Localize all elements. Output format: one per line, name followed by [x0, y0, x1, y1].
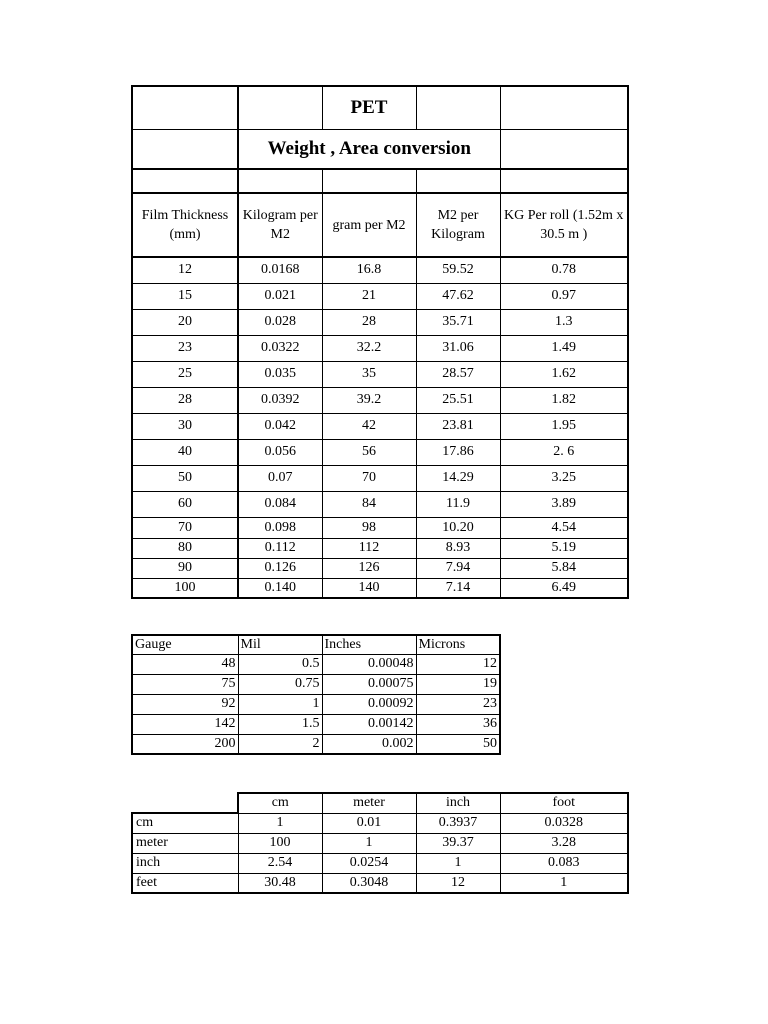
table-cell: 75	[132, 674, 238, 694]
table-cell: 12	[132, 257, 238, 283]
table-row	[132, 439, 628, 465]
table-cell: 92	[132, 694, 238, 714]
table-cell: 0.126	[238, 558, 322, 578]
table-cell: 0.021	[238, 283, 322, 309]
table-cell: 35	[322, 361, 416, 387]
table-cell: 1.3	[500, 309, 628, 335]
table-cell: 90	[132, 558, 238, 578]
table-cell: 3.28	[500, 833, 628, 853]
table-cell: 0.0392	[238, 387, 322, 413]
column-header: Mil	[238, 635, 322, 654]
table-cell: 0.00075	[322, 674, 416, 694]
table-cell: 17.86	[416, 439, 500, 465]
table-cell: 0.3937	[416, 813, 500, 833]
title-row	[132, 86, 628, 129]
table-cell: 12	[416, 873, 500, 893]
table-row	[132, 714, 500, 734]
table-cell: 50	[416, 734, 500, 754]
table-row	[132, 578, 628, 598]
table-cell: 126	[322, 558, 416, 578]
table-cell: 1.49	[500, 335, 628, 361]
table-row	[132, 833, 628, 853]
column-header: inch	[416, 793, 500, 813]
column-header: meter	[322, 793, 416, 813]
table-cell: 19	[416, 674, 500, 694]
table-cell: 1.5	[238, 714, 322, 734]
table-row	[132, 309, 628, 335]
table-cell: 1	[416, 853, 500, 873]
table-cell: 31.06	[416, 335, 500, 361]
table-row	[132, 387, 628, 413]
table-cell: 1	[238, 813, 322, 833]
table-cell: 0.5	[238, 654, 322, 674]
column-header: M2 per Kilogram	[416, 193, 500, 257]
column-header: Inches	[322, 635, 416, 654]
table-cell: 2. 6	[500, 439, 628, 465]
header-row	[132, 635, 500, 654]
table-cell: 1.95	[500, 413, 628, 439]
table-cell: 30.48	[238, 873, 322, 893]
table-cell: 0.0254	[322, 853, 416, 873]
table-cell: 2.54	[238, 853, 322, 873]
column-header: gram per M2	[322, 193, 416, 257]
table-cell: 25.51	[416, 387, 500, 413]
row-label: meter	[132, 833, 238, 853]
table-cell: 1	[500, 873, 628, 893]
table-cell: 47.62	[416, 283, 500, 309]
column-header: Microns	[416, 635, 500, 654]
table-cell: 0.0328	[500, 813, 628, 833]
table-cell: 0.07	[238, 465, 322, 491]
table-cell: 25	[132, 361, 238, 387]
table-cell: 7.14	[416, 578, 500, 598]
table-row	[132, 694, 500, 714]
row-label: cm	[132, 813, 238, 833]
row-label: inch	[132, 853, 238, 873]
table-cell: 0.002	[322, 734, 416, 754]
table-cell: 0.028	[238, 309, 322, 335]
table-cell: 11.9	[416, 491, 500, 517]
header-row	[132, 793, 628, 813]
table-cell: 56	[322, 439, 416, 465]
subtitle-row	[132, 129, 628, 169]
column-header: Kilogram per M2	[238, 193, 322, 257]
table-row	[132, 361, 628, 387]
table-cell: 3.25	[500, 465, 628, 491]
table-cell: 20	[132, 309, 238, 335]
table-row	[132, 674, 500, 694]
table-subtitle: Weight , Area conversion	[238, 129, 500, 169]
table-cell: 5.19	[500, 538, 628, 558]
table-cell: 1.82	[500, 387, 628, 413]
table-cell: 112	[322, 538, 416, 558]
table-cell: 70	[322, 465, 416, 491]
table-cell: 16.8	[322, 257, 416, 283]
spacer-row	[132, 169, 628, 193]
header-row	[132, 193, 628, 257]
column-header: Gauge	[132, 635, 238, 654]
table-cell: 28	[132, 387, 238, 413]
table-cell: 0.00048	[322, 654, 416, 674]
table-cell: 28	[322, 309, 416, 335]
table-cell: 36	[416, 714, 500, 734]
table-cell: 40	[132, 439, 238, 465]
table-cell: 0.00092	[322, 694, 416, 714]
table-cell: 100	[238, 833, 322, 853]
table-cell: 0.112	[238, 538, 322, 558]
table-cell: 0.140	[238, 578, 322, 598]
table-row	[132, 654, 500, 674]
table-cell: 0.035	[238, 361, 322, 387]
table-cell: 10.20	[416, 517, 500, 538]
column-header: cm	[238, 793, 322, 813]
table-cell: 70	[132, 517, 238, 538]
table-cell: 0.0322	[238, 335, 322, 361]
table-cell: 50	[132, 465, 238, 491]
gauge-table-body	[132, 654, 500, 754]
table-cell: 100	[132, 578, 238, 598]
table-cell: 23	[132, 335, 238, 361]
table-cell: 4.54	[500, 517, 628, 538]
table-cell: 142	[132, 714, 238, 734]
table-cell: 140	[322, 578, 416, 598]
table-cell: 35.71	[416, 309, 500, 335]
table-cell: 0.3048	[322, 873, 416, 893]
gauge-conversion-table	[131, 634, 501, 755]
table-row	[132, 335, 628, 361]
length-table-body	[132, 813, 628, 893]
column-header: KG Per roll (1.52m x 30.5 m )	[500, 193, 628, 257]
table-cell: 60	[132, 491, 238, 517]
table-row	[132, 558, 628, 578]
pet-conversion-table	[131, 85, 629, 599]
table-cell: 30	[132, 413, 238, 439]
table-cell: 59.52	[416, 257, 500, 283]
table-cell: 39.2	[322, 387, 416, 413]
table-cell: 12	[416, 654, 500, 674]
table-row	[132, 538, 628, 558]
table-cell: 5.84	[500, 558, 628, 578]
table-cell: 14.29	[416, 465, 500, 491]
table-title: PET	[322, 86, 416, 129]
table-cell: 23	[416, 694, 500, 714]
table-cell: 80	[132, 538, 238, 558]
table-cell: 1.62	[500, 361, 628, 387]
table-cell: 28.57	[416, 361, 500, 387]
table-cell: 0.042	[238, 413, 322, 439]
length-conversion-table	[131, 792, 629, 894]
table-cell: 0.01	[322, 813, 416, 833]
pet-table-body	[132, 257, 628, 598]
table-cell: 2	[238, 734, 322, 754]
table-cell: 7.94	[416, 558, 500, 578]
table-cell: 0.97	[500, 283, 628, 309]
table-cell: 0.056	[238, 439, 322, 465]
table-cell: 6.49	[500, 578, 628, 598]
table-row	[132, 257, 628, 283]
table-cell: 0.084	[238, 491, 322, 517]
table-cell: 1	[238, 694, 322, 714]
column-header: Film Thickness (mm)	[132, 193, 238, 257]
table-row	[132, 734, 500, 754]
table-row	[132, 813, 628, 833]
table-row	[132, 413, 628, 439]
table-row	[132, 283, 628, 309]
table-cell: 0.75	[238, 674, 322, 694]
table-cell: 23.81	[416, 413, 500, 439]
table-cell: 42	[322, 413, 416, 439]
table-cell: 0.098	[238, 517, 322, 538]
table-row	[132, 491, 628, 517]
table-cell: 98	[322, 517, 416, 538]
table-cell: 21	[322, 283, 416, 309]
table-cell: 8.93	[416, 538, 500, 558]
row-label: feet	[132, 873, 238, 893]
column-header: foot	[500, 793, 628, 813]
table-row	[132, 517, 628, 538]
table-cell: 0.0168	[238, 257, 322, 283]
table-cell: 84	[322, 491, 416, 517]
table-cell: 32.2	[322, 335, 416, 361]
table-row	[132, 465, 628, 491]
table-cell: 0.00142	[322, 714, 416, 734]
table-cell: 48	[132, 654, 238, 674]
table-cell: 0.78	[500, 257, 628, 283]
table-cell: 200	[132, 734, 238, 754]
table-cell: 1	[322, 833, 416, 853]
table-cell: 3.89	[500, 491, 628, 517]
table-row	[132, 873, 628, 893]
table-cell: 0.083	[500, 853, 628, 873]
table-row	[132, 853, 628, 873]
table-cell: 39.37	[416, 833, 500, 853]
table-cell: 15	[132, 283, 238, 309]
